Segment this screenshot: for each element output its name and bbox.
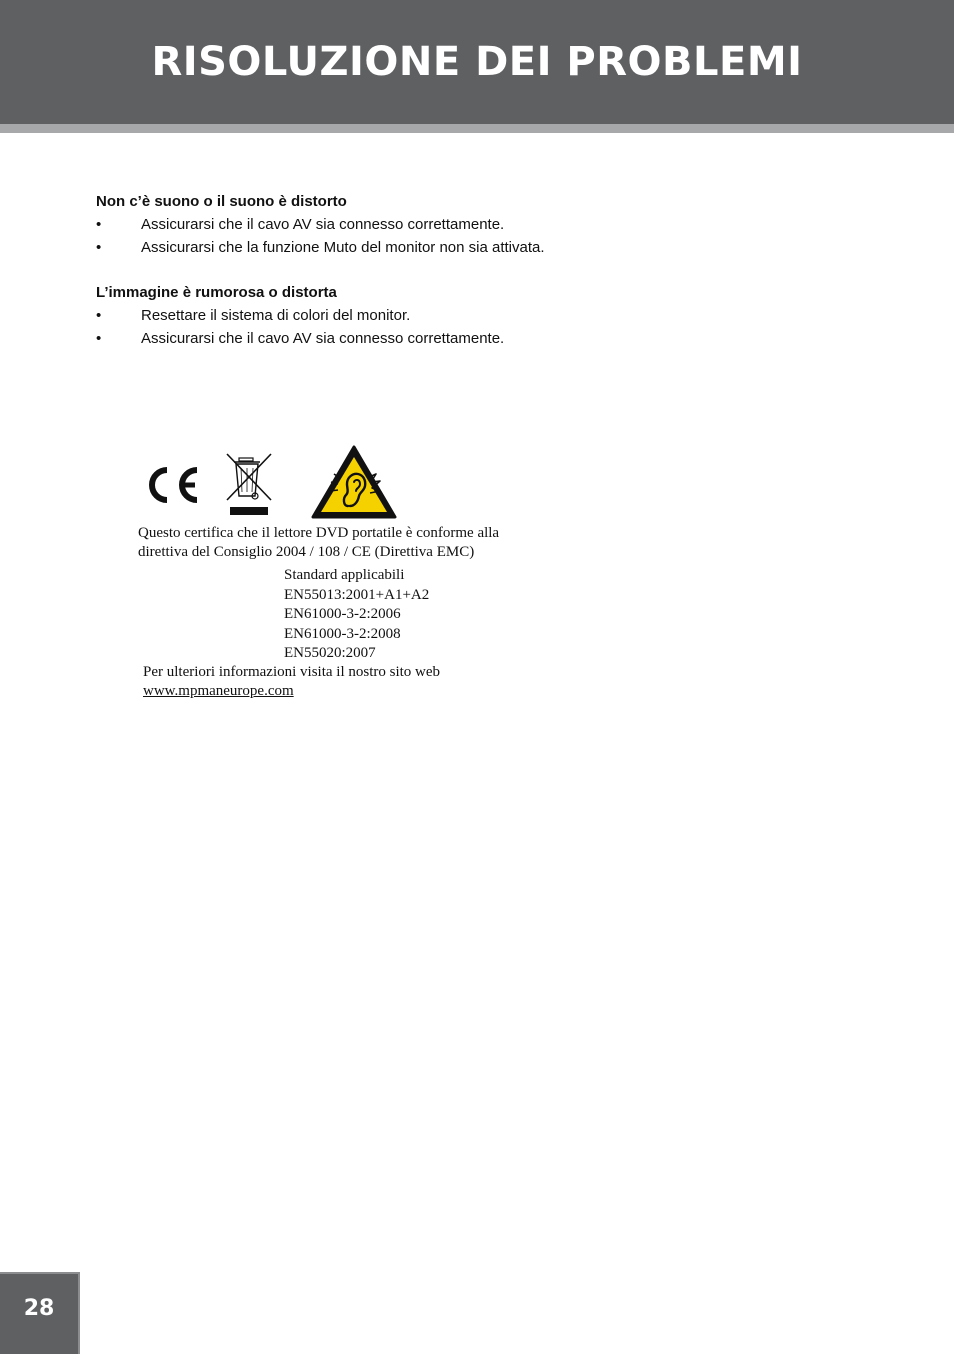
- section-no-sound: [96, 191, 796, 259]
- page-number: 28: [23, 1296, 55, 1321]
- list-item-text: Assicurarsi che il cavo AV sia connesso correttamente.: [141, 330, 505, 347]
- compliance-logos: [138, 440, 408, 522]
- weee-crossed-bin-icon: [224, 452, 274, 518]
- list-item-text: Assicurarsi che la funzione Muto del monitor non sia attivata.: [141, 239, 545, 256]
- section-heading: Non c’è suono o il suono è distorto: [96, 193, 347, 210]
- standard-item: EN61000-3-2:2006: [284, 606, 401, 622]
- standards-block: [284, 566, 429, 664]
- list-item-text: Resettare il sistema di colori del monitor.: [141, 307, 411, 324]
- website-link[interactable]: www.mpmaneurope.com: [143, 683, 294, 699]
- page-title: RISOLUZIONE DEI PROBLEMI: [151, 39, 803, 85]
- list-item: [96, 213, 796, 236]
- header-bar: [0, 0, 954, 124]
- list-item: [96, 327, 796, 350]
- bullet: •: [96, 239, 102, 256]
- header-strip: [0, 124, 954, 133]
- cert-statement-line2: direttiva del Consiglio 2004 / 108 / CE (Direttiva EMC): [138, 544, 475, 560]
- bullet: •: [96, 216, 102, 233]
- section-heading: L’immagine è rumorosa o distorta: [96, 284, 337, 301]
- standard-item: EN61000-3-2:2008: [284, 625, 401, 642]
- standards-label: Standard applicabili: [284, 567, 405, 583]
- hearing-warning-icon: [310, 444, 398, 520]
- bullet: •: [96, 330, 102, 347]
- list-item-text: Assicurarsi che il cavo AV sia connesso correttamente.: [141, 216, 505, 233]
- page-number-tab: [0, 1272, 80, 1354]
- list-item: [96, 304, 796, 327]
- ce-mark-icon: [140, 464, 202, 506]
- standard-item: EN55013:2001+A1+A2: [284, 586, 430, 603]
- standard-item: EN55020:2007: [284, 645, 376, 661]
- section-noisy-image: [96, 282, 796, 350]
- list-item: [96, 236, 796, 259]
- more-info-text: Per ulteriori informazioni visita il nostro sito web: [143, 664, 441, 680]
- cert-statement-line1: Questo certifica che il lettore DVD portatile è conforme alla: [138, 525, 500, 541]
- bullet: •: [96, 307, 102, 324]
